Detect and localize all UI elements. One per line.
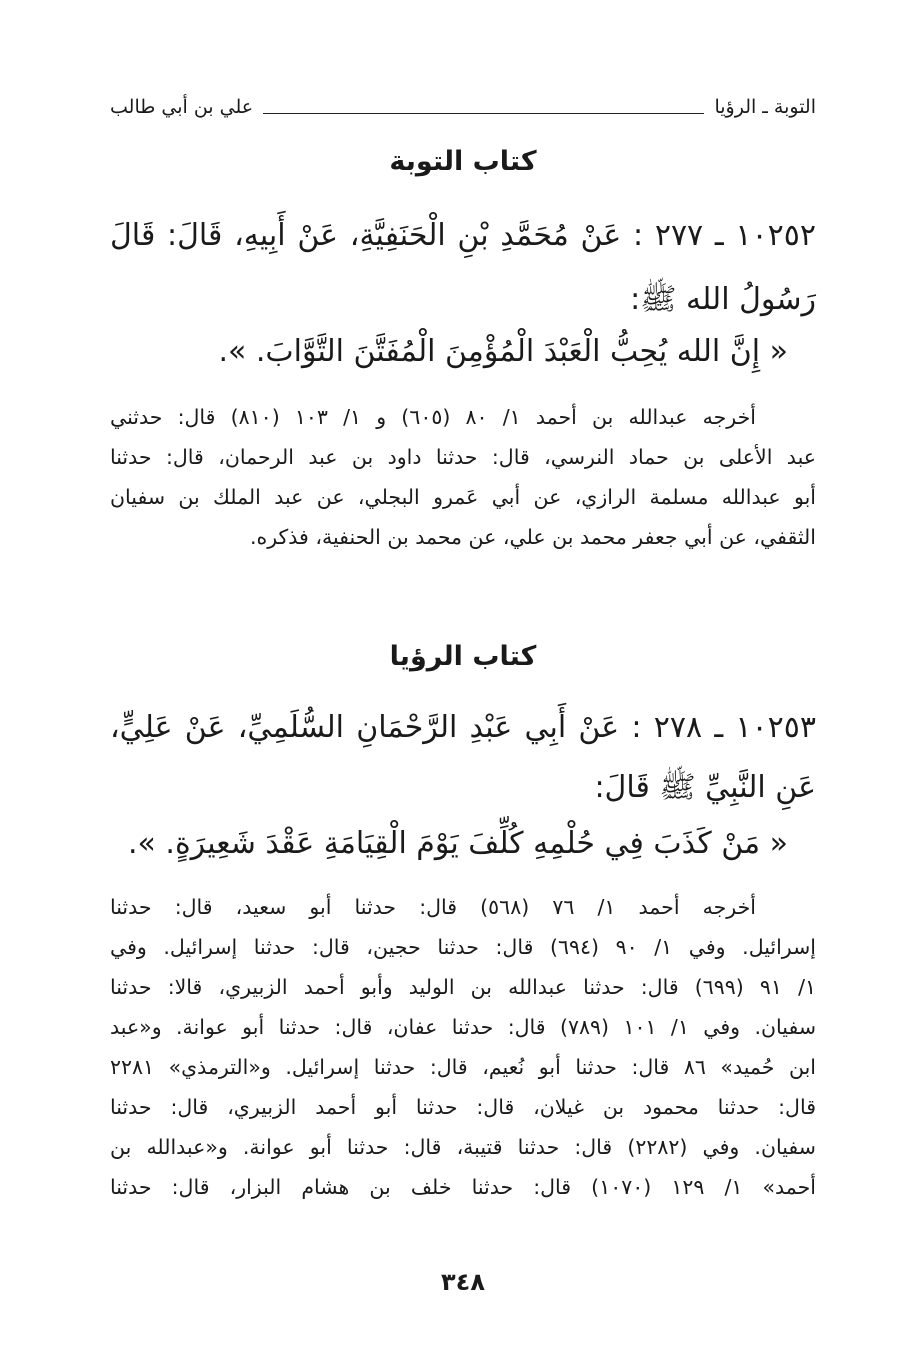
section-title: كتاب الرؤيا — [389, 641, 537, 672]
takhrij-line: ١/ ٩١ (٦٩٩) قال: حدثنا عبدالله بن الوليد وأبو أحمد الزبيري، قالا: حدثنا — [110, 975, 816, 999]
hadith-matn: « إِنَّ الله يُحِبُّ الْعَبْدَ الْمُؤْمِنَ الْمُفَتَّنَ التَّوَّابَ. ». — [218, 334, 788, 369]
hadith-line: رَسُولُ الله ﷺ: — [630, 282, 816, 317]
takhrij-line: سفيان. وفي (٢٢٨٢) قال: حدثنا قتيبة، قال: حدثنا أبو عوانة. و«عبدالله بن — [110, 1135, 816, 1159]
hadith-line: عَنِ النَّبِيِّ ﷺ قَالَ: — [594, 770, 816, 805]
takhrij-line: أحمد» ١/ ١٢٩ (١٠٧٠) قال: حدثنا خلف بن هشام البزار، قال: حدثنا — [110, 1175, 816, 1199]
takhrij-line: الثقفي، عن أبي جعفر محمد بن علي، عن محمد بن الحنفية، فذكره. — [249, 525, 816, 549]
takhrij-line: أخرجه عبدالله بن أحمد ١/ ٨٠ (٦٠٥) و ١/ ١٠٣ (٨١٠) قال: حدثني — [110, 405, 756, 429]
takhrij-line: عبد الأعلى بن حماد النرسي، قال: حدثنا داود بن عبد الرحمان، قال: حدثنا — [110, 445, 816, 469]
hadith-line: ١٠٢٥٣ ـ ٢٧٨ : عَنْ أَبِي عَبْدِ الرَّحْمَانِ السُّلَمِيِّ، عَنْ عَلِيٍّ، — [110, 710, 816, 745]
header-rule — [263, 113, 704, 114]
page-number: ٣٤٨ — [441, 1268, 485, 1296]
takhrij-paragraph — [110, 887, 816, 1207]
takhrij-paragraph — [110, 397, 816, 557]
hadith-matn: « مَنْ كَذَبَ فِي حُلْمِهِ كُلِّفَ يَوْمَ الْقِيَامَةِ عَقْدَ شَعِيرَةٍ. ». — [127, 826, 788, 861]
hadith-line: ١٠٢٥٢ ـ ٢٧٧ : عَنْ مُحَمَّدِ بْنِ الْحَنَفِيَّةِ، عَنْ أَبِيهِ، قَالَ: قَالَ — [110, 218, 816, 253]
takhrij-line: قال: حدثنا محمود بن غيلان، قال: حدثنا أبو أحمد الزبيري، قال: حدثنا — [110, 1095, 816, 1119]
header-narrator: علي بن أبي طالب — [110, 96, 254, 118]
takhrij-line: ابن حُميد» ٨٦ قال: حدثنا أبو نُعيم، قال: حدثنا إسرائيل. و«الترمذي» ٢٢٨١ — [110, 1055, 816, 1079]
takhrij-line: إسرائيل. وفي ١/ ٩٠ (٦٩٤) قال: حدثنا حجين، قال: حدثنا إسرائيل. وفي — [110, 935, 816, 959]
takhrij-line: أخرجه أحمد ١/ ٧٦ (٥٦٨) قال: حدثنا أبو سعيد، قال: حدثنا — [110, 895, 756, 919]
section-title: كتاب التوبة — [389, 146, 537, 177]
running-header — [110, 92, 816, 122]
takhrij-line: سفيان. وفي ١/ ١٠١ (٧٨٩) قال: حدثنا عفان، قال: حدثنا أبو عوانة. و«عبد — [110, 1015, 817, 1039]
header-chapter: التوبة ـ الرؤيا — [714, 96, 816, 118]
takhrij-line: أبو عبدالله مسلمة الرازي، عن أبي عَمرو البجلي، عن عبد الملك بن سفيان — [110, 485, 816, 509]
